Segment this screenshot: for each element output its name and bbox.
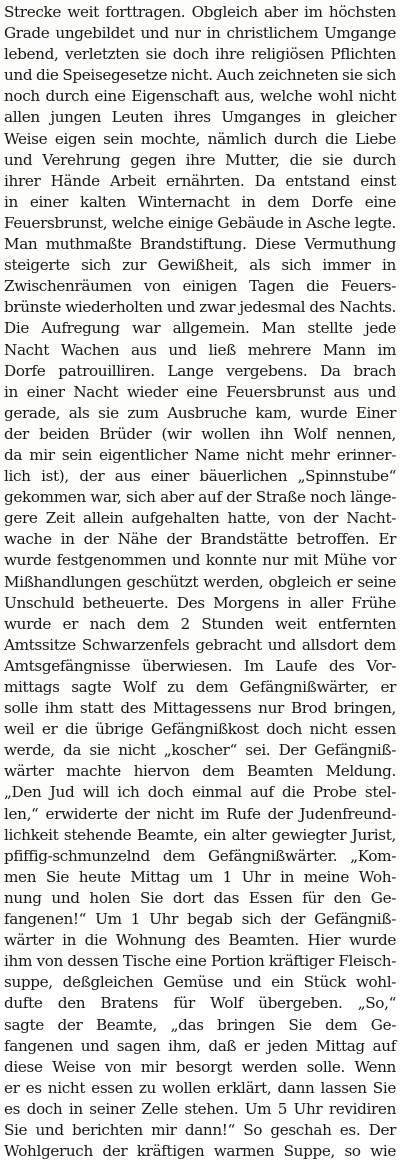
text-line: brünste wiederholten und zwar jedesmal des Nachts.	[4, 298, 396, 317]
text-line: allen jungen Leuten ihres Umganges in gleicher	[4, 108, 396, 127]
text-line: lichkeit stehende Beamte, ein alter gewiegter Jurist,	[4, 825, 396, 844]
text-line: solle ihm statt des Mittagessens nur Brod bringen,	[4, 699, 396, 718]
text-line: suppe, deßgleichen Gemüse und ein Stück wohl-	[4, 973, 396, 992]
text-line: Weise eigen sein mochte, nämlich durch die Liebe	[4, 129, 396, 148]
text-line: lich ist), der aus einer bäuerlichen „Spinnstube“	[4, 467, 396, 486]
text-line: ihm von dessen Tische eine Portion kräftiger Fleisch-	[4, 952, 396, 971]
text-line: Amtsgefängnisse überwiesen. Im Laufe des Vor-	[4, 656, 396, 675]
text-line: gere Zeit allein aufgehalten hatte, von der Nacht-	[4, 509, 396, 528]
text-line: wache in der Nähe der Brandstätte betroffen. Er	[4, 530, 396, 549]
text-line: wurde er nach dem 2 Stunden weit entfernten	[4, 614, 396, 633]
text-line: Amtssitze Schwarzenfels gebracht und allsdort dem	[4, 635, 396, 654]
text-line: Wohlgeruch der kräftigen warmen Suppe, so wie	[4, 1142, 396, 1161]
text-line: dufte den Bratens für Wolf übergeben. „So,“	[4, 994, 396, 1013]
text-line: men Sie heute Mittag um 1 Uhr in meine Woh-	[4, 867, 396, 886]
text-line: in einer Nacht wieder eine Feuersbrunst aus und	[4, 382, 396, 401]
text-line: gekommen war, sich aber auf der Straße noch länge-	[4, 488, 396, 507]
text-line: wärter in die Wohnung des Beamten. Hier wurde	[4, 931, 396, 950]
text-line: weil er die übrige Gefängnißkost doch nicht essen	[4, 720, 396, 739]
text-line: er es nicht essen zu wollen erklärt, dann lassen Sie	[4, 1078, 396, 1097]
text-line: Sie und berichten mir dann!“ So geschah es. Der	[4, 1120, 396, 1139]
text-line: fangenen!“ Um 1 Uhr begab sich der Gefängniß-	[4, 910, 396, 929]
text-line: es doch in seiner Zelle stehen. Um 5 Uhr revidiren	[4, 1099, 396, 1118]
text-line: und Verehrung gegen ihre Mutter, die sie durch	[4, 150, 396, 169]
text-line: wärter machte hiervon dem Beamten Meldung.	[4, 762, 396, 781]
text-line: Die Aufregung war allgemein. Man stellte jede	[4, 319, 396, 338]
text-line: ihrer Hände Arbeit ernährten. Da entstand einst	[4, 171, 396, 190]
text-line: steigerte sich zur Gewißheit, als sich immer in	[4, 256, 396, 275]
text-line: Man muthmaßte Brandstiftung. Diese Vermuthung	[4, 235, 396, 254]
text-line: noch durch eine Eigenschaft aus, welche wohl nicht	[4, 87, 396, 106]
text-line: len,“ erwiderte der nicht im Rufe der Judenfreund-	[4, 804, 396, 823]
text-line: Nacht Wachen aus und ließ mehrere Mann im	[4, 340, 396, 359]
text-line: Strecke weit forttragen. Obgleich aber im höchsten	[4, 3, 396, 21]
text-line: werde, da sie nicht „koscher“ sei. Der Gefängniß-	[4, 741, 396, 760]
text-line: diese Weise von mir besorgt werden solle. Wenn	[4, 1057, 396, 1076]
text-line: Dorfe patrouilliren. Lange vergebens. Da brach	[4, 361, 396, 380]
text-line: Grade ungebildet und nur in christlichem Umgange	[4, 24, 396, 43]
text-column	[4, 2, 396, 1162]
text-line: in einer kalten Winternacht in dem Dorfe eine	[4, 192, 396, 211]
text-line: mittags sagte Wolf zu dem Gefängnißwärter, er	[4, 678, 396, 696]
text-line: wurde festgenommen und konnte nur mit Mühe vor	[4, 551, 396, 570]
text-line: lebend, verletzten sie doch ihre religiösen Pflichten	[4, 45, 396, 64]
text-line: sagte der Beamte, „das bringen Sie dem Ge-	[4, 1015, 396, 1034]
text-line: pfiffig-schmunzelnd dem Gefängnißwärter. „Kom-	[4, 846, 396, 865]
text-line: fangenen und sagen ihm, daß er jeden Mittag auf	[4, 1036, 396, 1055]
text-line: und die Speisegesetze nicht. Auch zeichneten sie sich	[4, 66, 396, 85]
text-line: Mißhandlungen geschützt werden, obgleich er seine	[4, 572, 396, 591]
text-line: Unschuld betheuerte. Des Morgens in aller Frühe	[4, 593, 396, 612]
text-line: Zwischenräumen von einigen Tagen die Feuers-	[4, 277, 396, 296]
text-line: da mir sein eigentlicher Name nicht mehr erinner-	[4, 445, 396, 464]
text-line: Feuersbrunst, welche einige Gebäude in Asche legte.	[4, 213, 396, 232]
text-line: der beiden Brüder (wir wollen ihn Wolf nennen,	[4, 424, 396, 443]
text-line: nung und holen Sie dort das Essen für den Ge-	[4, 888, 396, 907]
text-line: gerade, als sie zum Ausbruche kam, wurde Einer	[4, 403, 396, 422]
text-line: „Den Jud will ich doch einmal auf die Probe stel-	[4, 783, 396, 802]
